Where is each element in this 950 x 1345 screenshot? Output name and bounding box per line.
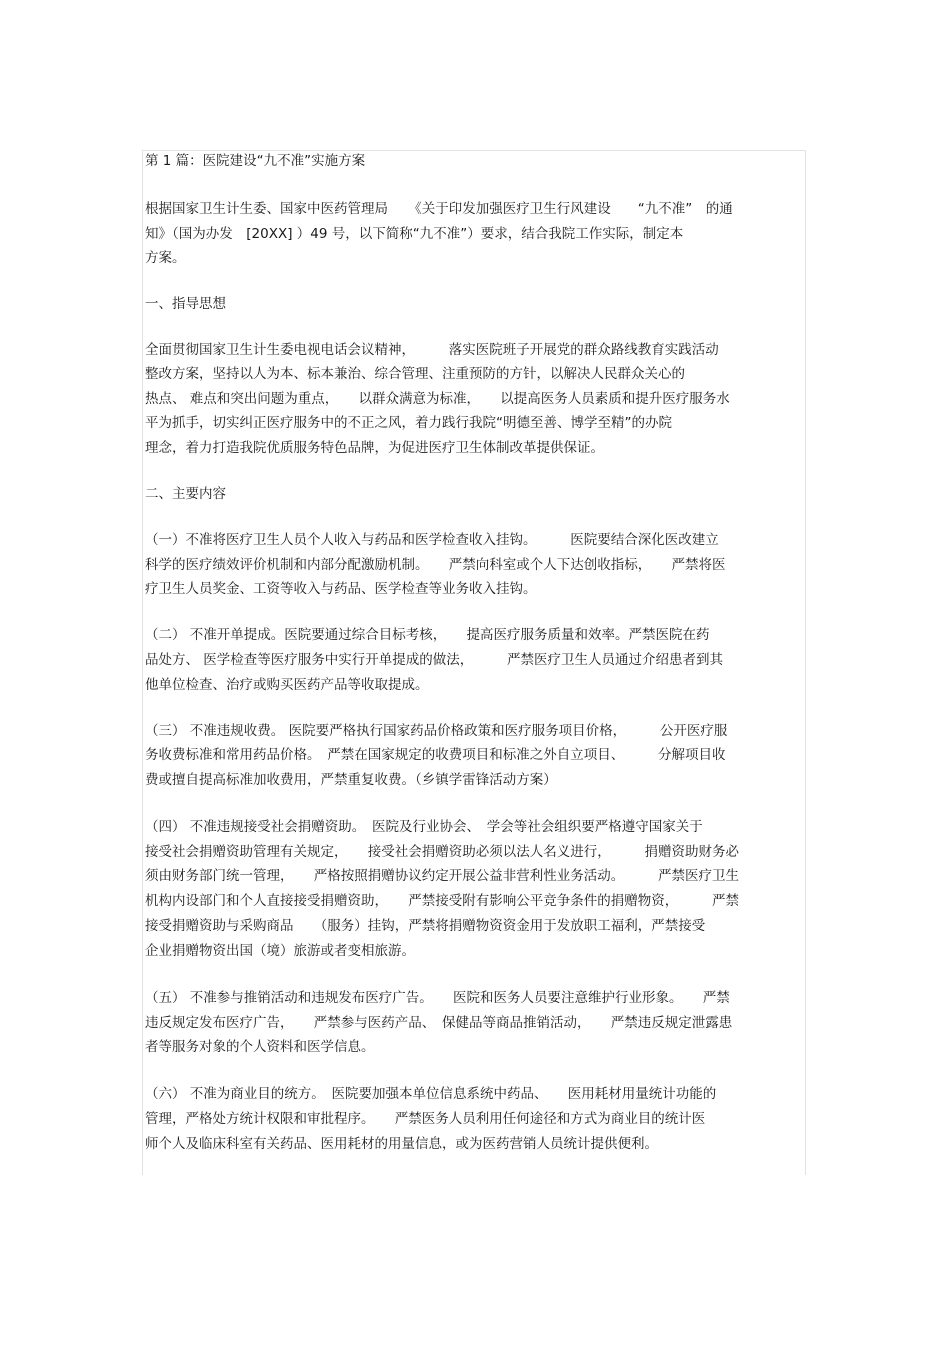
paragraph-line: 科学的医疗绩效评价机制和内部分配激励机制。 严禁向科室或个人下达创收指标， 严禁将医 bbox=[145, 557, 726, 573]
paragraph-line: 须由财务部门统一管理， 严格按照捐赠协议约定开展公益非营利性业务活动。 严禁医疗卫生 bbox=[145, 868, 739, 884]
paragraph-line: 机构内设部门和个人直接接受捐赠资助， 严禁接受附有影响公平竞争条件的捐赠物资， 严禁 bbox=[145, 893, 739, 909]
paragraph-line: 平为抓手，切实纠正医疗服务中的不正之风，着力践行我院“明德至善、博学至精”的办院 bbox=[145, 415, 672, 431]
paragraph-line: 方案。 bbox=[145, 250, 186, 266]
paragraph-line: 全面贯彻国家卫生计生委电视电话会议精神， 落实医院班子开展党的群众路线教育实践活动 bbox=[145, 342, 719, 358]
paragraph-line: 接受社会捐赠资助管理有关规定， 接受社会捐赠资助必须以法人名义进行， 捐赠资助财务必 bbox=[145, 844, 739, 860]
paragraph-line: （四） 不准违规接受社会捐赠资助。 医院及行业协会、 学会等社会组织要严格遵守国家关于 bbox=[145, 819, 703, 835]
paragraph-line: 务收费标准和常用药品价格。 严禁在国家规定的收费项目和标准之外自立项目、 分解项目收 bbox=[145, 747, 726, 763]
paragraph-line: 管理，严格处方统计权限和审批程序。 严禁医务人员利用任何途径和方式为商业目的统计医 bbox=[145, 1111, 706, 1127]
section-heading: 二、主要内容 bbox=[145, 486, 226, 502]
paragraph-line: 根据国家卫生计生委、国家中医药管理局 《关于印发加强医疗卫生行风建设 “九不准” 的通 bbox=[145, 201, 733, 217]
paragraph-line: 企业捐赠物资出国（境）旅游或者变相旅游。 bbox=[145, 943, 415, 959]
paragraph-line: （二） 不准开单提成。医院要通过综合目标考核， 提高医疗服务质量和效率。严禁医院在药 bbox=[145, 627, 710, 643]
paragraph-line: 知》（国为办发 [20XX] ）49 号，以下简称“九不准”）要求，结合我院工作实际，制定本 bbox=[145, 226, 684, 242]
paragraph-line: 整改方案，坚持以人为本、标本兼治、综合管理、注重预防的方针，以解决人民群众关心的 bbox=[145, 366, 685, 382]
paragraph-line: （六） 不准为商业目的统方。 医院要加强本单位信息系统中药品、 医用耗材用量统计功能的 bbox=[145, 1086, 717, 1102]
document-page bbox=[142, 150, 806, 1175]
paragraph-line: 品处方、 医学检查等医疗服务中实行开单提成的做法， 严禁医疗卫生人员通过介绍患者到其 bbox=[145, 652, 724, 668]
paragraph-line: 师个人及临床科室有关药品、医用耗材的用量信息，或为医药营销人员统计提供便利。 bbox=[145, 1136, 658, 1152]
document-title: 第 1 篇：医院建设“九不准”实施方案 bbox=[145, 153, 366, 169]
paragraph-line: 者等服务对象的个人资料和医学信息。 bbox=[145, 1039, 375, 1055]
paragraph-line: 接受捐赠资助与采购商品 （服务）挂钩，严禁将捐赠物资资金用于发放职工福利，严禁接受 bbox=[145, 918, 706, 934]
paragraph-line: 热点、 难点和突出问题为重点， 以群众满意为标准， 以提高医务人员素质和提升医疗服务水 bbox=[145, 391, 730, 407]
paragraph-line: 疗卫生人员奖金、工资等收入与药品、医学检查等业务收入挂钩。 bbox=[145, 581, 537, 597]
paragraph-line: （一）不准将医疗卫生人员个人收入与药品和医学检查收入挂钩。 医院要结合深化医改建立 bbox=[145, 532, 719, 548]
paragraph-line: 费或擅自提高标准加收费用，严禁重复收费。（乡镇学雷锋活动方案） bbox=[145, 772, 557, 788]
paragraph-line: 理念，着力打造我院优质服务特色品牌，为促进医疗卫生体制改革提供保证。 bbox=[145, 440, 604, 456]
paragraph-line: （三） 不准违规收费。 医院要严格执行国家药品价格政策和医疗服务项目价格， 公开医疗服 bbox=[145, 723, 728, 739]
section-heading: 一、指导思想 bbox=[145, 296, 226, 312]
paragraph-line: （五） 不准参与推销活动和违规发布医疗广告。 医院和医务人员要注意维护行业形象。 严禁 bbox=[145, 990, 730, 1006]
paragraph-line: 违反规定发布医疗广告， 严禁参与医药产品、 保健品等商品推销活动， 严禁违反规定泄露患 bbox=[145, 1015, 733, 1031]
paragraph-line: 他单位检查、治疗或购买医药产品等收取提成。 bbox=[145, 677, 429, 693]
